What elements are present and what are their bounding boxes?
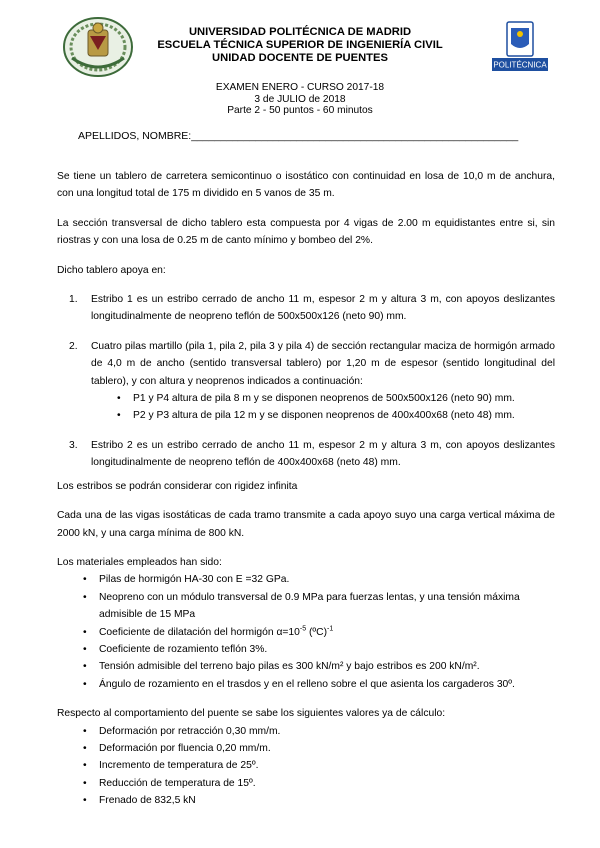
list-item: • Pilas de hormigón HA-30 con E =32 GPa.	[83, 574, 290, 586]
pier-item: • P2 y P3 altura de pila 12 m y se disponen neoprenos de 400x400x68 (neto 48) mm.	[117, 410, 515, 422]
header-line-1: UNIVERSIDAD POLITÉCNICA DE MADRID	[188, 26, 412, 38]
list-item: • Incremento de temperatura de 25º.	[83, 760, 259, 772]
materials-list	[57, 571, 555, 693]
exam-title: EXAMEN ENERO - CURSO 2017-18	[215, 82, 385, 93]
list-item: • Coeficiente de dilatación del hormigón $\alpha=10^{-5}$ (ºC)$^{-1}$	[83, 625, 334, 638]
school-crest-logo	[62, 16, 134, 78]
exam-part: Parte 2 - 50 puntos - 60 minutos	[227, 105, 373, 117]
list-item: 1. Estribo 1 es un estribo cerrado de ancho 11 m, espesor 2 m y altura 3 m, con apoyos deslizantes longitudinalmente de neopreno teflón de 500x500x126 (neto 90) mm.	[69, 294, 555, 323]
list-item: • Deformación por retracción 0,30 mm/m.	[83, 725, 281, 737]
problem-statement	[57, 168, 555, 810]
svg-text:POLITÉCNICA: POLITÉCNICA	[493, 60, 547, 70]
list-item: • Deformación por fluencia 0,20 mm/m.	[83, 742, 271, 754]
header-line-3: UNIDAD DOCENTE DE PUENTES	[212, 52, 388, 64]
behaviour-list	[57, 723, 555, 810]
exam-date: 3 de JULIO de 2018	[254, 93, 346, 105]
paragraph-loads: Cada una de las vigas isostáticas de cada tramo transmite a cada apoyo suyo una carga vertical máxima de 2000 kN, y una carga mínima de 800 kN.	[57, 510, 555, 539]
supports-list	[57, 291, 555, 472]
paragraph-section: La sección transversal de dicho tablero esta compuesta por 4 vigas de 2.00 m equidistantes entre si, sin riostras y con una losa de 0.25 m de canto mínimo y bombeo del 2%.	[57, 217, 555, 247]
upm-logo	[492, 20, 548, 72]
university-header	[150, 26, 450, 65]
exam-info	[150, 82, 450, 117]
header-line-2: ESCUELA TÉCNICA SUPERIOR DE INGENIERÍA CIVIL	[157, 39, 443, 51]
list-item: • Ángulo de rozamiento en el trasdos y en el relleno sobre el que asienta los cargaderos 30º.	[83, 678, 515, 690]
paragraph-behaviour-intro: Respecto al comportamiento del puente se sabe los siguientes valores ya de cálculo:	[57, 708, 446, 720]
paragraph-abutments: Los estribos se podrán considerar con rigidez infinita	[57, 480, 298, 492]
list-item: • Reducción de temperatura de 15º.	[83, 777, 256, 789]
list-item: • Coeficiente de rozamiento teflón 3%.	[83, 643, 268, 655]
pier-item: • P1 y P4 altura de pila 8 m y se disponen neoprenos de 500x500x126 (neto 90) mm.	[117, 393, 515, 405]
paragraph-supports-intro: Dicho tablero apoya en:	[57, 264, 166, 276]
paragraph-materials-intro: Los materiales empleados han sido:	[57, 556, 222, 568]
list-item: 2. Cuatro pilas martillo (pila 1, pila 2, pila 3 y pila 4) de sección rectangular maciza de hormigón armado de 4,0 m de ancho (sentido transversal tablero) por 1,20 m de espesor (sentido longitudinal del tablero), y con altura y neoprenos indicados a continuación: • P1 y P4 altura de pila 8 m y se disponen neoprenos de 500x500x126 (neto 90) mm. • P2 y P3 altura de pila 12 m y se disponen neoprenos de 400x400x68 (neto 48) mm.	[69, 338, 555, 425]
paragraph-deck: Se tiene un tablero de carretera semicontinuo o isostático con continuidad en losa de 10,0 m de anchura, con una longitud total de 175 m dividido en 5 vanos de 35 m.	[57, 171, 555, 200]
names-field[interactable]: APELLIDOS, NOMBRE:________________________________________________________	[78, 130, 519, 142]
list-item: • Frenado de 832,5 kN	[83, 795, 196, 807]
list-item: • Tensión admisible del terreno bajo pilas es 300 kN/m² y bajo estribos es 200 kN/m².	[83, 661, 480, 673]
list-item: 3. Estribo 2 es un estribo cerrado de ancho 11 m, espesor 2 m y altura 3 m, con apoyos deslizantes longitudinalmente de neopreno teflón de 400x400x68 (neto 48) mm.	[69, 439, 555, 469]
list-item: • Neopreno con un módulo transversal de 0.9 MPa para fuerzas lentas, y una tensión máxima admisible de 15 MPa	[83, 591, 520, 621]
